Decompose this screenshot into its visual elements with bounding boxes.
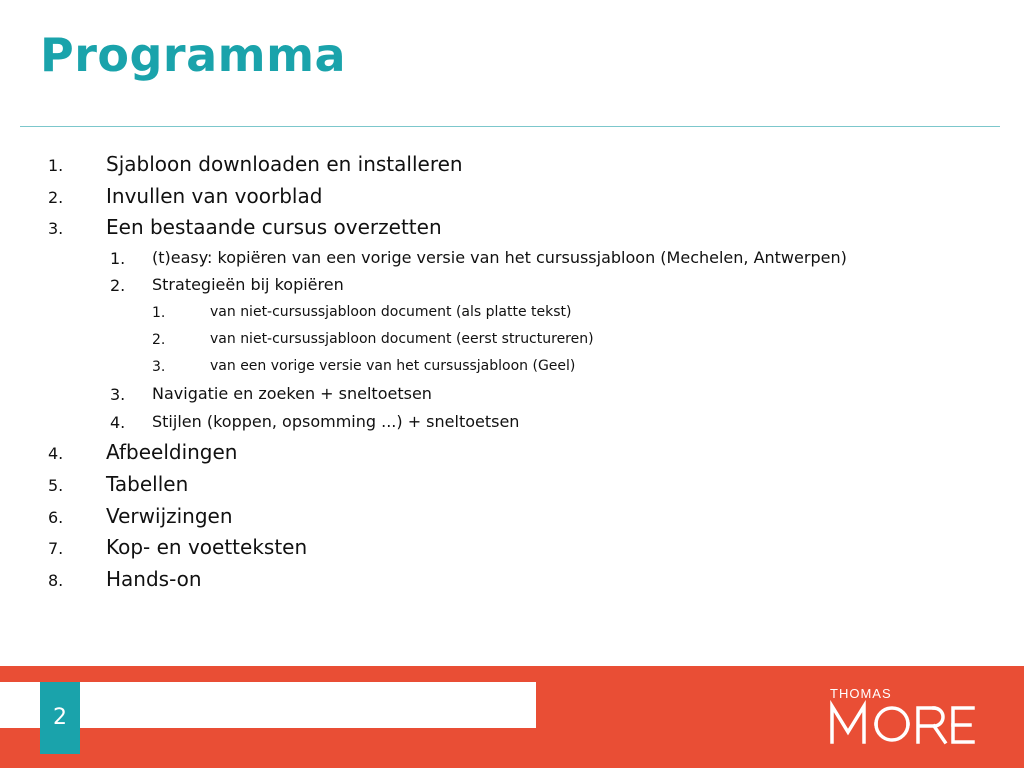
list-text: Sjabloon downloaden en installeren [106, 152, 463, 176]
list-text: Stijlen (koppen, opsomming ...) + sneltoetsen [152, 412, 520, 431]
list-number: 7. [48, 539, 64, 558]
list-number: 3. [48, 219, 64, 238]
list-number: 4. [110, 413, 126, 432]
list-number: 4. [48, 444, 64, 463]
list-number: 2. [48, 188, 64, 207]
list-text: Navigatie en zoeken + sneltoetsen [152, 384, 432, 403]
footer-bar [0, 666, 1024, 768]
list-number: 8. [48, 571, 64, 590]
list-text: van niet-cursussjabloon document (als platte tekst) [210, 304, 572, 320]
list-text: van niet-cursussjabloon document (eerst structureren) [210, 331, 594, 347]
footer-white-bar [0, 682, 536, 728]
list-text: Invullen van voorblad [106, 184, 323, 208]
list-text: van een vorige versie van het cursussjabloon (Geel) [210, 358, 576, 374]
list-number: 2. [152, 332, 166, 348]
list-text: Tabellen [106, 472, 189, 496]
list-text: Hands-on [106, 567, 202, 591]
list-number: 3. [152, 359, 166, 375]
list-number: 6. [48, 508, 64, 527]
title-divider [20, 126, 1000, 127]
list-number: 1. [152, 305, 166, 321]
list-text: Verwijzingen [106, 504, 233, 528]
thomas-more-logo [830, 686, 980, 750]
list-number: 5. [48, 476, 64, 495]
list-number: 1. [48, 156, 64, 175]
logo-top-text: THOMAS [830, 686, 892, 701]
logo-more-wordmark [830, 686, 980, 750]
list-number: 2. [110, 276, 126, 295]
page-title: Programma [40, 28, 347, 82]
list-text: Een bestaande cursus overzetten [106, 215, 442, 239]
list-number: 1. [110, 249, 126, 268]
list-text: Strategieën bij kopiëren [152, 275, 344, 294]
list-number: 3. [110, 385, 126, 404]
list-text: (t)easy: kopiëren van een vorige versie van het cursussjabloon (Mechelen, Antwerpen) [152, 248, 847, 267]
page-number: 2 [40, 682, 80, 754]
list-text: Afbeeldingen [106, 440, 238, 464]
list-text: Kop- en voetteksten [106, 535, 308, 559]
